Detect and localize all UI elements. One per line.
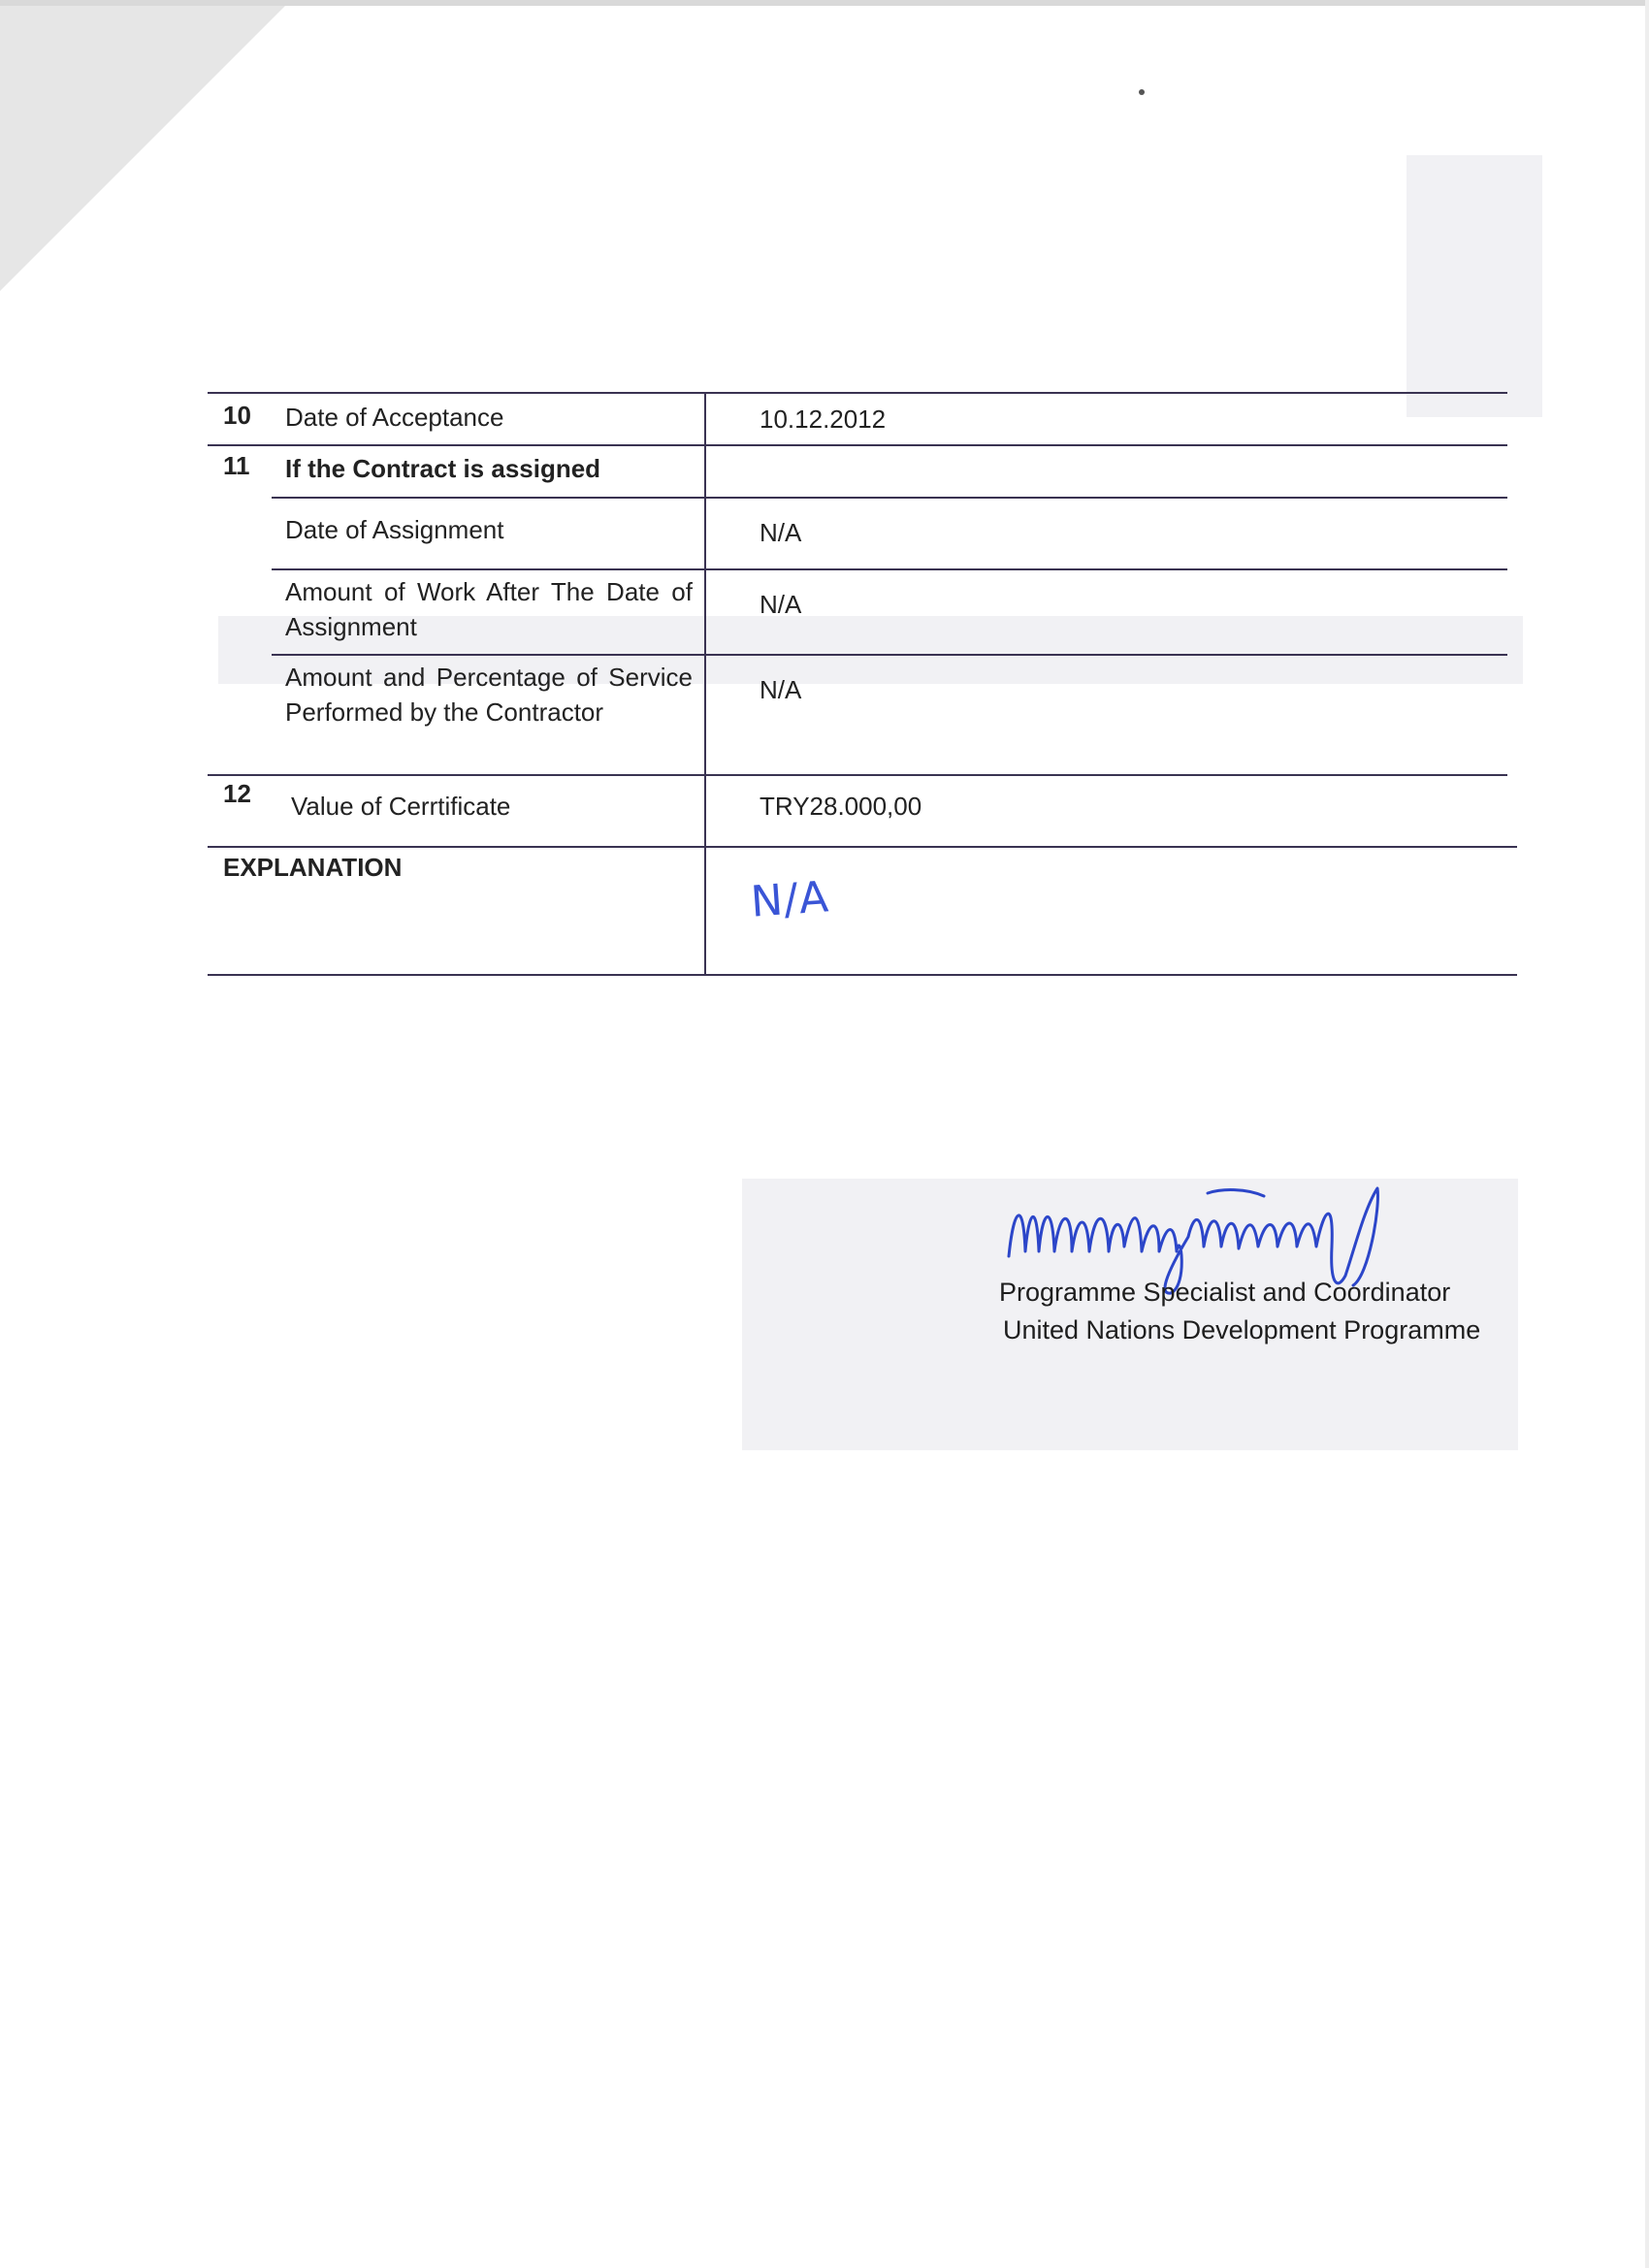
row-label: Date of Assignment xyxy=(285,515,504,544)
scan-top-edge xyxy=(0,0,1649,6)
row-label: Amount of Work After The Date of Assignment xyxy=(285,577,693,641)
table-rule xyxy=(272,497,1507,499)
table-rule xyxy=(272,568,1507,570)
table-rule xyxy=(272,654,1507,656)
row-value: N/A xyxy=(760,590,802,619)
scan-speck xyxy=(1139,89,1145,95)
row-number: 12 xyxy=(223,779,251,808)
explanation-handwritten-value: N/A xyxy=(749,872,831,927)
table-rule xyxy=(208,444,1507,446)
signatory-organization: United Nations Development Programme xyxy=(1003,1315,1481,1345)
scan-folded-corner xyxy=(0,0,291,291)
signatory-title: Programme Specialist and Coordinator xyxy=(999,1278,1451,1307)
table-rule xyxy=(208,774,1507,776)
bleed-through-logo xyxy=(1406,155,1542,417)
row-value: N/A xyxy=(760,518,802,547)
table-rule xyxy=(208,392,1507,394)
table-rule xyxy=(208,846,1517,848)
row-label: Amount and Percentage of Service Performed by the Contractor xyxy=(285,663,693,727)
table-rule xyxy=(208,974,1517,976)
scan-right-edge xyxy=(1645,0,1649,2268)
signature-block xyxy=(970,1169,1552,1382)
row-value: 10.12.2012 xyxy=(760,405,887,434)
row-value: N/A xyxy=(760,675,802,704)
row-label: Date of Acceptance xyxy=(285,403,504,432)
row-number: 11 xyxy=(223,451,250,480)
row-label: Value of Cerrtificate xyxy=(291,792,511,821)
explanation-label: EXPLANATION xyxy=(223,853,403,882)
row-number: 10 xyxy=(223,401,251,430)
row-label: If the Contract is assigned xyxy=(285,454,601,483)
row-value: TRY28.000,00 xyxy=(760,792,922,821)
table-column-divider xyxy=(704,392,706,974)
